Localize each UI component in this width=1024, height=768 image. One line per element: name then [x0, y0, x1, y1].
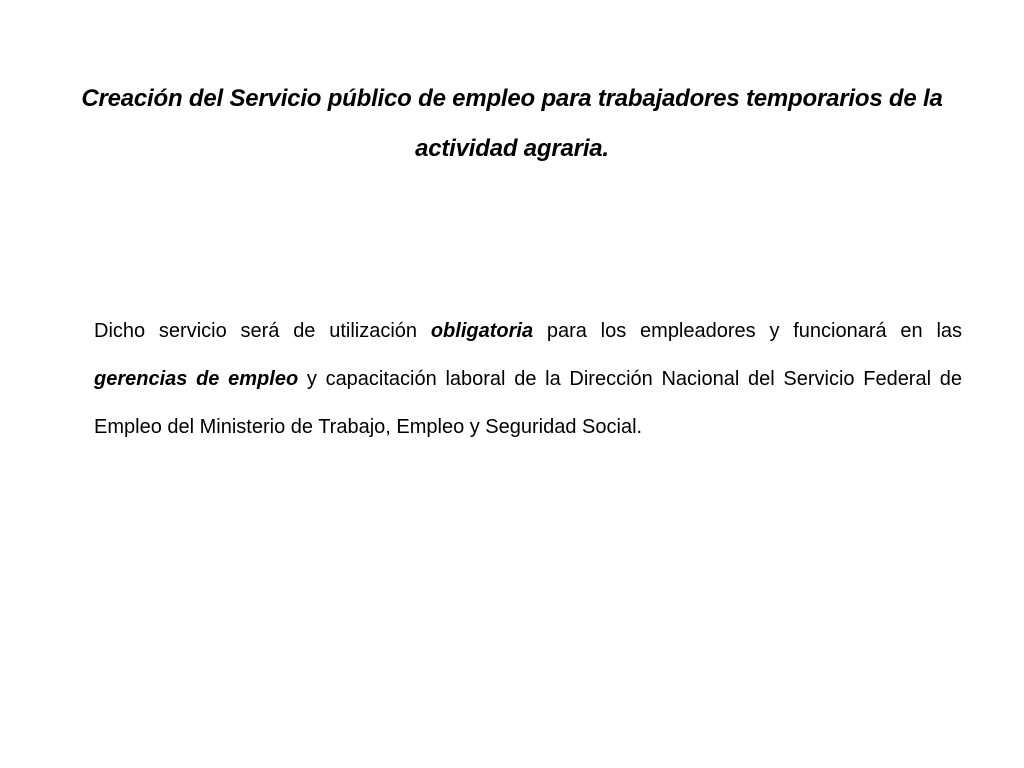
body-text-part-3: y capacitación laboral de la Dirección Nacional del Servicio Federal de Empleo del Ministerio de Trabajo, Empleo y Seguridad Social. [94, 368, 962, 438]
body-text-part-1: Dicho servicio será de utilización [94, 320, 431, 342]
emphasis-obligatoria: obligatoria [430, 320, 534, 342]
slide-body-paragraph [94, 307, 962, 451]
emphasis-gerencias-de-empleo: gerencias de empleo [94, 368, 299, 390]
slide-title: Creación del Servicio público de empleo para trabajadores temporarios de la actividad agraria. [81, 85, 943, 162]
body-text-part-2: para los empleadores y funcionará en las [533, 320, 963, 342]
